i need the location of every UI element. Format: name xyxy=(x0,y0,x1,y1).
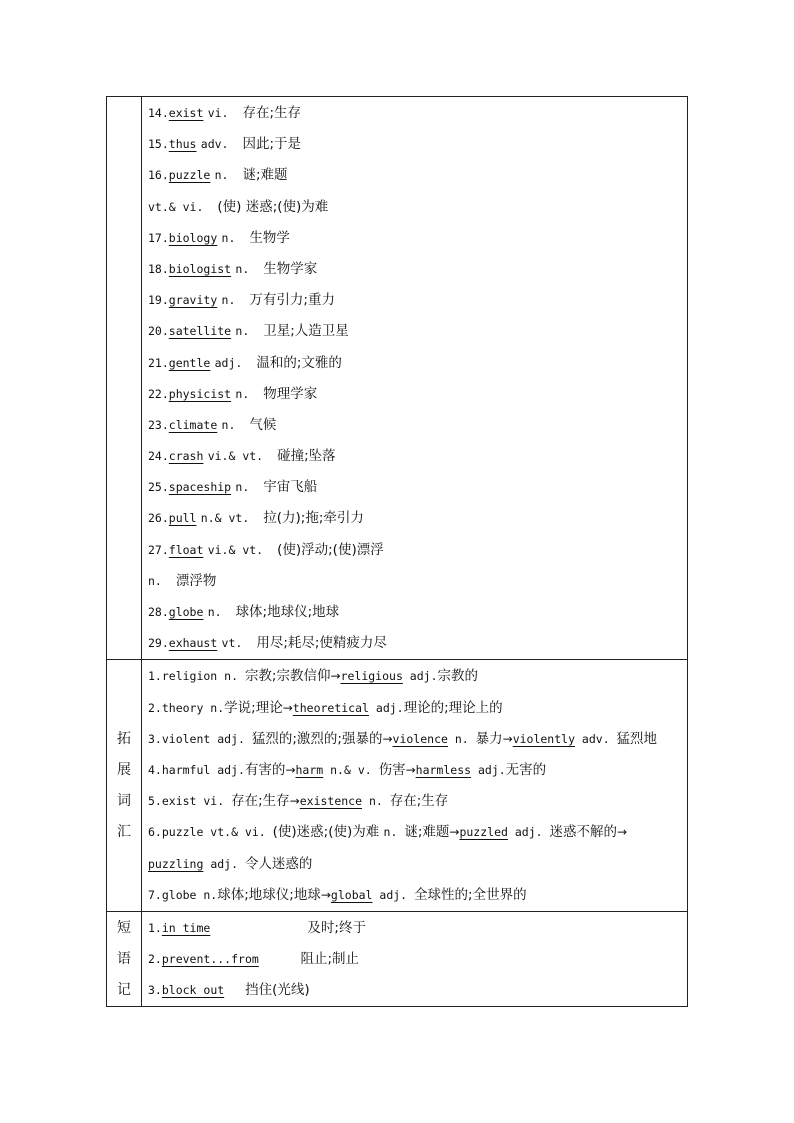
part-of-speech: n. xyxy=(221,230,236,245)
label-char: 语 xyxy=(117,950,131,967)
entry-number: 14. xyxy=(148,106,169,120)
entry-meaning: 球体;地球仪;地球 xyxy=(235,604,340,620)
word-entry xyxy=(148,410,687,441)
derived-word: violence xyxy=(392,731,448,746)
arrow-icon: → xyxy=(282,700,293,715)
entry-meaning: 碰撞;坠落 xyxy=(277,448,336,465)
entry-text: n. xyxy=(362,794,390,809)
arrow-icon: → xyxy=(449,825,460,840)
entry-word: biology xyxy=(168,230,218,245)
entry-meaning: 用尽;耗尽;使精疲力尽 xyxy=(256,635,387,652)
entry-number: 19. xyxy=(148,293,169,308)
word-list xyxy=(142,97,688,660)
entry-text: 存在;生存 xyxy=(231,793,290,810)
word-entry xyxy=(148,129,687,160)
word-entry xyxy=(148,472,687,503)
expanded-entry xyxy=(148,849,687,880)
phrase-text: in time xyxy=(161,920,211,935)
entry-word: pull xyxy=(168,511,197,526)
entry-text: 6.puzzle vt.& vi. xyxy=(148,825,273,840)
word-entry xyxy=(148,316,687,347)
entry-word: exhaust xyxy=(168,636,218,651)
entry-word: globe xyxy=(168,605,204,619)
part-of-speech: n. xyxy=(221,417,236,432)
entry-word: gentle xyxy=(168,355,211,370)
entry-meaning: 漂浮物 xyxy=(175,572,217,589)
section-label-phrases xyxy=(107,911,142,1007)
entry-meaning: (使)浮动;(使)漂浮 xyxy=(277,541,384,558)
entry-text: adj. xyxy=(402,669,438,684)
arrow-icon: → xyxy=(289,794,300,809)
label-char: 汇 xyxy=(117,823,131,840)
entry-word: float xyxy=(168,542,204,557)
entry-text: 学说;理论 xyxy=(224,699,283,716)
entry-word: crash xyxy=(168,449,204,464)
phrase-text: prevent...from xyxy=(161,952,259,967)
label-char: 展 xyxy=(117,761,131,778)
entry-number: 21. xyxy=(148,355,169,370)
part-of-speech: n. xyxy=(235,324,250,339)
entry-meaning: 因此;于是 xyxy=(242,136,302,153)
entry-number: 25. xyxy=(148,480,169,495)
entry-meaning: 生物学 xyxy=(249,229,290,246)
phrase-entry xyxy=(148,944,687,975)
part-of-speech: adj. xyxy=(214,355,243,370)
phrase-number: 1. xyxy=(148,920,162,935)
entry-text: adj. xyxy=(368,700,404,715)
entry-text: 理论的;理论上的 xyxy=(403,699,503,716)
entry-meaning: 拉(力);拖;牵引力 xyxy=(263,510,364,527)
section-row-words xyxy=(107,97,688,660)
entry-number: 15. xyxy=(148,137,169,152)
word-entry xyxy=(148,192,687,223)
phrase-spacer xyxy=(210,921,293,935)
entry-text: 令人迷惑的 xyxy=(244,855,313,872)
derived-word: theoretical xyxy=(292,700,369,715)
word-entry xyxy=(148,597,687,628)
entry-text: 存在;生存 xyxy=(389,793,449,810)
entry-number: 16. xyxy=(148,168,169,183)
entry-text: 猛烈地 xyxy=(616,730,658,747)
arrow-icon: → xyxy=(616,825,628,840)
phrase-spacer xyxy=(259,952,287,966)
entry-word: puzzle xyxy=(168,168,211,183)
part-of-speech: adv. xyxy=(200,137,229,152)
entry-word: gravity xyxy=(168,293,218,308)
word-entry xyxy=(148,441,687,472)
word-entry xyxy=(148,379,687,410)
entry-text: n.& v. xyxy=(323,762,379,777)
phrase-text: block out xyxy=(161,983,225,998)
phrase-number: 3. xyxy=(148,983,162,998)
entry-number: 24. xyxy=(148,449,169,464)
part-of-speech: vt. xyxy=(221,636,243,651)
derived-word: puzzling xyxy=(148,856,204,871)
word-entry xyxy=(148,628,687,659)
derived-word: harm xyxy=(295,762,324,777)
entry-number: 23. xyxy=(148,417,169,432)
entry-text: 有害的 xyxy=(244,761,286,778)
entry-meaning: 宇宙飞船 xyxy=(263,479,318,496)
word-entry xyxy=(148,223,687,254)
part-of-speech: n. xyxy=(221,293,236,308)
entry-text: 5.exist vi. xyxy=(148,794,232,809)
word-entry xyxy=(148,254,687,285)
entry-text: adv. xyxy=(575,731,617,746)
entry-number: 22. xyxy=(148,386,169,401)
phrase-entry xyxy=(148,913,687,944)
phrase-entry xyxy=(148,975,687,1006)
entry-text: adj. xyxy=(203,856,245,871)
entry-text: adj. xyxy=(507,825,550,840)
part-of-speech: vi.& vt. xyxy=(207,542,264,557)
derived-word: violently xyxy=(512,731,575,746)
expanded-entry xyxy=(148,880,687,911)
word-entry xyxy=(148,503,687,534)
word-entry xyxy=(148,285,687,316)
entry-number: 26. xyxy=(148,511,169,526)
section-label-expanded-vocab xyxy=(107,660,142,912)
entry-text: 无害的 xyxy=(505,761,547,778)
vocabulary-table xyxy=(106,96,688,1007)
entry-text: 1.religion n. xyxy=(148,669,245,684)
part-of-speech: n. xyxy=(207,605,222,619)
part-of-speech: vi.& vt. xyxy=(207,449,264,464)
entry-text: n. xyxy=(447,731,476,746)
entry-meaning: 温和的;文雅的 xyxy=(256,354,342,371)
entry-number: 17. xyxy=(148,230,169,245)
entry-text: 全球性的;全世界的 xyxy=(414,886,527,903)
entry-text: 猛烈的;激烈的;强暴的 xyxy=(251,730,383,747)
entry-word: spaceship xyxy=(168,480,232,495)
phrase-meaning: 阻止;制止 xyxy=(300,951,360,968)
entry-meaning: 气候 xyxy=(249,416,277,433)
entry-word: satellite xyxy=(168,324,232,339)
expanded-entry xyxy=(148,786,687,817)
entry-word: thus xyxy=(168,137,197,152)
entry-text: 迷惑不解的 xyxy=(549,824,617,841)
entry-text: 4.harmful adj. xyxy=(148,762,245,777)
label-char: 短 xyxy=(117,919,131,936)
arrow-icon: → xyxy=(320,887,331,902)
entry-text: n. xyxy=(383,825,405,840)
phrase-spacer xyxy=(224,983,231,997)
entry-meaning: 卫星;人造卫星 xyxy=(263,323,349,340)
expanded-entry xyxy=(148,724,687,755)
word-entry xyxy=(148,566,687,597)
word-entry xyxy=(148,348,687,379)
phrase-meaning: 及时;终于 xyxy=(307,919,366,936)
word-entry xyxy=(148,98,687,129)
entry-text: 宗教的 xyxy=(437,668,478,685)
arrow-icon: → xyxy=(285,762,296,777)
entry-meaning: 生物学家 xyxy=(263,260,318,277)
derived-word: religious xyxy=(340,669,403,684)
phrase-number: 2. xyxy=(148,952,162,967)
arrow-icon: → xyxy=(382,731,393,746)
entry-text: 谜;难题 xyxy=(404,824,450,841)
arrow-icon: → xyxy=(502,731,513,746)
part-of-speech: n. xyxy=(235,386,250,401)
word-entry xyxy=(148,160,687,191)
expanded-entry xyxy=(148,755,687,786)
entry-meaning: 物理学家 xyxy=(263,385,318,402)
part-of-speech: n. xyxy=(148,573,162,588)
entry-text: (使)迷惑;(使)为难 xyxy=(272,824,384,841)
entry-number: 29. xyxy=(148,636,169,651)
arrow-icon: → xyxy=(405,762,416,777)
label-char: 拓 xyxy=(117,730,131,747)
entry-text: 宗教;宗教信仰 xyxy=(244,668,331,685)
arrow-icon: → xyxy=(330,669,341,684)
entry-word: biologist xyxy=(168,261,232,276)
expanded-entry xyxy=(148,817,687,848)
section-row-expanded-vocab xyxy=(107,660,688,912)
entry-meaning: 存在;生存 xyxy=(242,105,302,121)
part-of-speech: vt.& vi. xyxy=(148,199,204,214)
entry-text: 暴力 xyxy=(475,730,503,747)
entry-number: 20. xyxy=(148,324,169,339)
section-label-words xyxy=(107,97,142,660)
derived-word: harmless xyxy=(415,762,472,777)
expanded-vocab-list xyxy=(142,660,688,912)
entry-word: climate xyxy=(168,417,218,432)
word-entry xyxy=(148,535,687,566)
expanded-entry xyxy=(148,661,687,692)
section-row-phrases xyxy=(107,911,688,1007)
part-of-speech: n. xyxy=(235,261,250,276)
phrase-meaning: 挡住(光线) xyxy=(245,982,310,999)
entry-word: exist xyxy=(168,106,204,120)
entry-number: 18. xyxy=(148,261,169,276)
entry-text: 2.theory n. xyxy=(148,700,225,715)
derived-word: existence xyxy=(299,794,363,809)
entry-meaning: (使) 迷惑;(使)为难 xyxy=(217,198,329,215)
entry-number: 28. xyxy=(148,605,169,619)
entry-text: 3.violent adj. xyxy=(148,731,252,746)
entry-number: 27. xyxy=(148,542,169,557)
entry-meaning: 万有引力;重力 xyxy=(249,292,335,309)
label-char: 记 xyxy=(117,981,131,998)
expanded-entry xyxy=(148,693,687,724)
derived-word: puzzled xyxy=(459,825,508,840)
derived-word: global xyxy=(330,887,373,902)
entry-text: adj. xyxy=(471,762,506,777)
label-char: 词 xyxy=(117,792,131,809)
part-of-speech: n. xyxy=(235,480,250,495)
entry-text: 球体;地球仪;地球 xyxy=(217,886,321,903)
part-of-speech: vi. xyxy=(207,106,229,120)
part-of-speech: n. xyxy=(214,168,229,183)
phrase-list xyxy=(142,911,688,1007)
part-of-speech: n.& vt. xyxy=(200,511,250,526)
entry-meaning: 谜;难题 xyxy=(242,167,288,184)
entry-word: physicist xyxy=(168,386,232,401)
entry-text: adj. xyxy=(372,887,415,902)
entry-text: 7.globe n. xyxy=(148,887,218,902)
entry-text: 伤害 xyxy=(378,761,406,778)
